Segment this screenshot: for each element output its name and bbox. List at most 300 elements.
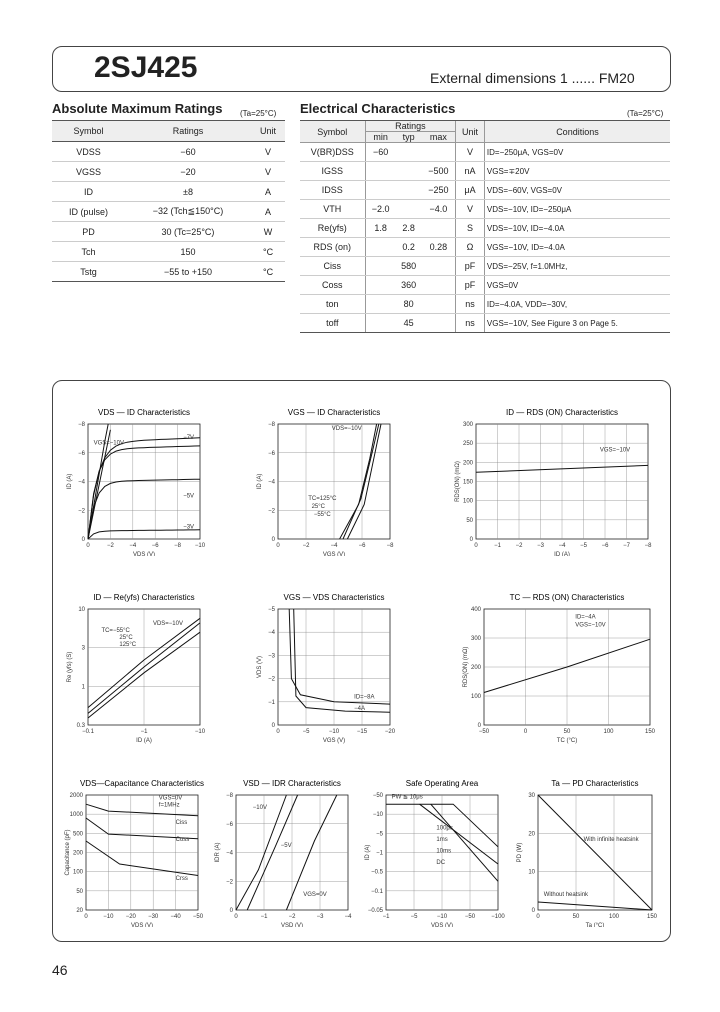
table-cell: A: [251, 202, 285, 222]
tick-label: −4: [78, 479, 85, 486]
tick-label: −2: [106, 543, 114, 549]
tick-label: 10: [528, 869, 535, 876]
tick-label: −1: [260, 914, 268, 920]
table-cell: −32 (Tch≦150°C): [125, 202, 251, 222]
table-cell: VGS=−10V, ID=−4.0A: [484, 238, 670, 257]
table-cell: [396, 162, 422, 181]
tick-label: −5: [580, 543, 587, 549]
table-cell: 45: [396, 314, 422, 333]
col-header: Unit: [251, 121, 285, 142]
table-cell: Re(yfs): [300, 219, 365, 238]
chart-title: Safe Operating Area: [405, 779, 479, 788]
table-cell: −60: [125, 142, 251, 162]
table-cell: W: [251, 222, 285, 242]
x-axis-label: VSD (V): [280, 923, 304, 927]
chart-vgs-id: [250, 406, 400, 556]
tick-label: −5: [302, 729, 310, 735]
table-cell: [396, 181, 422, 200]
table-row: [300, 143, 670, 162]
table-cell: VGSS: [52, 162, 125, 182]
table-row: [300, 314, 670, 333]
elec-ta: (Ta=25°C): [627, 109, 664, 118]
y-axis-label: PD (W): [517, 842, 523, 863]
tick-label: 50: [466, 517, 473, 524]
table-cell: ±8: [125, 182, 251, 202]
table-cell: pF: [456, 276, 485, 295]
table-cell: 0.2: [396, 238, 422, 257]
abs-max-ta: (Ta=25°C): [240, 109, 277, 118]
table-cell: [422, 143, 456, 162]
tick-label: 100: [72, 869, 83, 876]
table-row: [300, 295, 670, 314]
chart-title: Ta — PD Characteristics: [551, 779, 639, 788]
annotation: 125°C: [119, 642, 137, 649]
series-line: [88, 530, 200, 539]
tick-label: −5: [410, 914, 418, 920]
tick-label: −2: [515, 543, 523, 549]
tick-label: −10: [194, 729, 206, 735]
tick-label: −4: [129, 543, 137, 549]
tick-label: 30: [528, 793, 535, 799]
annotation: VGS=−10V: [599, 447, 631, 454]
elec-title: Electrical Characteristics: [300, 101, 456, 116]
col-header: Symbol: [52, 121, 125, 142]
tick-label: −100: [491, 914, 505, 920]
y-axis-label: IDR (A): [215, 842, 221, 863]
tick-label: −4: [558, 543, 566, 549]
table-cell: ns: [456, 314, 485, 333]
table-cell: 360: [396, 276, 422, 295]
table-cell: [396, 143, 422, 162]
tick-label: 50: [572, 914, 580, 920]
table-cell: VDS=−60V, VGS=0V: [484, 181, 670, 200]
table-row: [52, 162, 285, 182]
tick-label: −6: [601, 543, 609, 549]
annotation: Coss: [175, 837, 190, 843]
col-header: Ratings: [365, 121, 456, 132]
tick-label: −8: [226, 793, 233, 799]
annotation: −55°C: [313, 512, 331, 518]
tick-label: −8: [644, 543, 652, 549]
tick-label: −1: [376, 850, 383, 857]
annotation: 100μs: [436, 825, 453, 832]
annotation: −7V: [183, 434, 195, 441]
table-cell: [396, 200, 422, 219]
tick-label: 150: [646, 914, 658, 920]
tick-label: 150: [644, 729, 656, 735]
annotation: Crss: [175, 876, 188, 883]
table-cell: −55 to +150: [125, 262, 251, 282]
table-cell: ID=−4.0A, VDD=−30V,: [484, 295, 670, 314]
annotation: 25°C: [311, 503, 326, 510]
tick-label: −2: [288, 914, 296, 920]
table-cell: A: [251, 182, 285, 202]
table-cell: 150: [125, 242, 251, 262]
table-cell: VTH: [300, 200, 365, 219]
table-row: [300, 162, 670, 181]
x-axis-label: VDS (V): [132, 552, 156, 556]
table-cell: [365, 295, 396, 314]
x-axis-label: VDS (V): [130, 923, 154, 927]
abs-max-title: Absolute Maximum Ratings: [52, 101, 223, 116]
table-row: [52, 242, 285, 262]
table-cell: −4.0: [422, 200, 456, 219]
tick-label: 0: [84, 914, 88, 920]
table-cell: V: [251, 162, 285, 182]
col-header: Unit: [456, 121, 485, 143]
tick-label: −6: [268, 450, 275, 457]
table-cell: Coss: [300, 276, 365, 295]
x-axis-label: ID (A): [136, 738, 152, 744]
series-line: [289, 609, 390, 704]
series-line: [420, 804, 498, 864]
table-cell: [365, 276, 396, 295]
tick-label: −50: [464, 914, 476, 920]
table-cell: IDSS: [300, 181, 365, 200]
tick-label: −3: [268, 653, 275, 660]
table-cell: °C: [251, 242, 285, 262]
annotation: −5V: [183, 493, 195, 500]
tick-label: −1: [268, 699, 275, 706]
table-cell: [422, 257, 456, 276]
table-cell: ton: [300, 295, 365, 314]
y-axis-label: RDS(ON) (mΩ): [455, 461, 461, 502]
tick-label: 3: [81, 645, 85, 652]
tick-label: −30: [148, 914, 159, 920]
tick-label: 200: [470, 665, 481, 671]
abs-max-table: [52, 120, 285, 282]
table-cell: PD: [52, 222, 125, 242]
table-cell: [422, 276, 456, 295]
y-axis-label: RDS(ON) (mΩ): [463, 646, 469, 688]
col-header: max: [422, 132, 456, 143]
tick-label: 0: [474, 543, 478, 549]
tick-label: −6: [358, 543, 366, 549]
tick-label: 0: [86, 543, 90, 549]
tick-label: −20: [125, 914, 136, 920]
tick-label: 20: [76, 908, 83, 914]
chart-vsd-idr: [210, 777, 355, 927]
tick-label: 300: [470, 636, 481, 642]
tick-label: 100: [470, 694, 481, 700]
table-cell: RDS (on): [300, 238, 365, 257]
table-row: [52, 182, 285, 202]
col-header: min: [365, 132, 396, 143]
tick-label: 250: [462, 441, 473, 448]
annotation: VGS=0V: [158, 795, 183, 802]
part-number: 2SJ425: [94, 51, 198, 84]
y-axis-label: ID (A): [67, 473, 73, 490]
tick-label: −4: [344, 914, 352, 920]
table-cell: ID=−250μA, VGS=0V: [484, 143, 670, 162]
chart-id-yfs: [60, 591, 210, 746]
tick-label: −4: [330, 543, 338, 549]
chart-id-rds: [440, 406, 660, 556]
tick-label: −8: [78, 422, 85, 428]
y-axis-label: VDS (V): [257, 655, 263, 679]
tick-label: 0: [271, 723, 275, 729]
table-cell: VDSS: [52, 142, 125, 162]
y-axis-label: Re (yfs) (S): [67, 651, 73, 683]
tick-label: 0: [276, 543, 280, 549]
table-row: [300, 181, 670, 200]
table-cell: −2.0: [365, 200, 396, 219]
annotation: −3V: [183, 524, 195, 531]
chart-title: ID — RDS (ON) Characteristics: [505, 408, 619, 417]
tick-label: 0: [276, 729, 280, 735]
table-cell: [365, 238, 396, 257]
annotation: VGS=−10V: [93, 440, 124, 447]
tick-label: −2: [226, 879, 233, 886]
tick-label: −0.5: [371, 869, 383, 876]
tick-label: −3: [316, 914, 324, 920]
tick-label: −0.05: [367, 908, 383, 914]
tick-label: −50: [478, 729, 490, 735]
table-cell: [422, 295, 456, 314]
table-cell: VDS=−10V, ID=−250μA: [484, 200, 670, 219]
annotation: 25°C: [119, 635, 133, 642]
tick-label: 1: [81, 684, 85, 691]
x-axis-label: ID (A): [554, 552, 570, 556]
tick-label: 400: [470, 607, 481, 613]
chart-title: VSD — IDR Characteristics: [243, 779, 341, 788]
external-dimensions: External dimensions 1 ...... FM20: [430, 70, 635, 86]
table-row: [300, 200, 670, 219]
table-cell: −250: [422, 181, 456, 200]
tick-label: −8: [174, 543, 182, 549]
tick-label: 200: [462, 460, 473, 467]
tick-label: 200: [72, 850, 83, 857]
tick-label: −0.1: [82, 729, 94, 735]
table-cell: 0.28: [422, 238, 456, 257]
chart-tc-rds: [440, 591, 660, 746]
table-cell: VDS=−25V, f=1.0MHz,: [484, 257, 670, 276]
tick-label: −50: [192, 914, 204, 920]
table-row: [52, 142, 285, 162]
table-cell: VDS=−10V, ID=−4.0A: [484, 219, 670, 238]
table-cell: Ω: [456, 238, 485, 257]
table-cell: ID (pulse): [52, 202, 125, 222]
annotation: VDS=−10V: [331, 425, 362, 432]
annotation: 10ms: [436, 848, 452, 855]
table-cell: −20: [125, 162, 251, 182]
table-cell: VGS=−10V, See Figure 3 on Page 5.: [484, 314, 670, 333]
x-axis-label: VGS (V): [322, 552, 346, 556]
table-cell: ns: [456, 295, 485, 314]
tick-label: 0: [523, 729, 528, 735]
chart-title: TC — RDS (ON) Characteristics: [509, 593, 625, 602]
annotation: −4A: [354, 705, 366, 712]
chart-ta-pd: [510, 777, 665, 927]
table-cell: Ciss: [300, 257, 365, 276]
y-axis-label: Capacitance (pF): [65, 829, 71, 876]
col-header: Conditions: [484, 121, 670, 143]
annotation: VDS=−10V: [152, 621, 183, 628]
table-cell: V: [456, 200, 485, 219]
tick-label: −0.1: [371, 888, 383, 895]
table-cell: −500: [422, 162, 456, 181]
tick-label: −1: [494, 543, 501, 549]
annotation: With infinite heatsink: [583, 837, 639, 843]
annotation: −5V: [280, 842, 292, 849]
annotation: Without heatsink: [543, 892, 589, 899]
table-cell: °C: [251, 262, 285, 282]
table-cell: [365, 257, 396, 276]
annotation: VGS=−10V: [575, 622, 606, 629]
table-cell: 80: [396, 295, 422, 314]
tick-label: 100: [462, 498, 473, 505]
x-axis-label: Ta (°C): [585, 923, 605, 927]
table-cell: ID: [52, 182, 125, 202]
chart-title: VDS — ID Characteristics: [97, 408, 191, 417]
table-cell: [422, 219, 456, 238]
table-cell: V: [251, 142, 285, 162]
chart-title: VDS—Capacitance Characteristics: [79, 779, 205, 788]
table-cell: nA: [456, 162, 485, 181]
table-cell: [365, 162, 396, 181]
table-cell: IGSS: [300, 162, 365, 181]
table-cell: [365, 314, 396, 333]
tick-label: 0: [536, 914, 540, 920]
page-number: 46: [52, 962, 68, 978]
table-cell: toff: [300, 314, 365, 333]
table-cell: V: [456, 143, 485, 162]
x-axis-label: VDS (V): [430, 923, 454, 927]
table-row: [52, 262, 285, 282]
tick-label: −10: [436, 914, 448, 920]
table-cell: V(BR)DSS: [300, 143, 365, 162]
tick-label: 0: [229, 908, 233, 914]
chart-soa: [360, 777, 510, 927]
annotation: TC=125°C: [308, 495, 337, 502]
tick-label: −2: [268, 676, 275, 683]
tick-label: 100: [603, 729, 614, 735]
annotation: DC: [436, 860, 446, 866]
tick-label: −5: [268, 607, 275, 613]
tick-label: −6: [226, 821, 233, 828]
table-row: [300, 257, 670, 276]
chart-title: VGS — ID Characteristics: [287, 408, 381, 417]
chart-title: VGS — VDS Characteristics: [283, 593, 385, 602]
table-cell: 2.8: [396, 219, 422, 238]
annotation: f=1MHz: [158, 802, 180, 809]
tick-label: 50: [76, 888, 83, 895]
annotation: ID=−4A: [575, 614, 596, 621]
x-axis-label: TC (°C): [556, 738, 578, 744]
table-cell: [422, 314, 456, 333]
annotation: ID=−8A: [354, 694, 375, 701]
tick-label: −8: [268, 422, 275, 428]
tick-label: −3: [537, 543, 544, 549]
series-line: [86, 841, 198, 876]
annotation: 1ms: [436, 837, 448, 843]
table-cell: μA: [456, 181, 485, 200]
tick-label: 100: [608, 914, 620, 920]
tick-label: 0: [531, 908, 535, 914]
table-cell: 30 (Tc=25°C): [125, 222, 251, 242]
table-cell: VGS=∓20V: [484, 162, 670, 181]
col-header: typ: [396, 132, 422, 143]
table-cell: pF: [456, 257, 485, 276]
tick-label: 20: [528, 831, 535, 838]
table-row: [300, 238, 670, 257]
tick-label: −5: [376, 831, 383, 838]
tick-label: −40: [170, 914, 181, 920]
y-axis-label: ID (A): [257, 473, 263, 490]
annotation: PW ≦ 10μs: [391, 794, 423, 801]
tick-label: −1: [140, 729, 148, 735]
tick-label: 0.3: [76, 723, 85, 729]
tick-label: −7: [623, 543, 630, 549]
col-header: Symbol: [300, 121, 365, 143]
tick-label: 500: [72, 831, 83, 838]
tick-label: −6: [151, 543, 159, 549]
chart-vds-capacitance: [58, 777, 208, 927]
tick-label: −10: [103, 914, 114, 920]
tick-label: 50: [563, 729, 571, 735]
table-cell: VGS=0V: [484, 276, 670, 295]
elec-table: [300, 120, 670, 333]
tick-label: 0: [271, 537, 275, 543]
tick-label: 10: [78, 607, 85, 613]
tick-label: −6: [78, 450, 85, 457]
col-header: Ratings: [125, 121, 251, 142]
table-row: [300, 219, 670, 238]
table-cell: 580: [396, 257, 422, 276]
table-cell: Tch: [52, 242, 125, 262]
chart-title: ID — Re(yfs) Characteristics: [93, 593, 195, 602]
table-cell: −60: [365, 143, 396, 162]
tick-label: −2: [302, 543, 310, 549]
tick-label: 0: [234, 914, 238, 920]
table-cell: 1.8: [365, 219, 396, 238]
annotation: VGS=0V: [303, 892, 327, 899]
tick-label: 1000: [69, 812, 83, 819]
series-line: [538, 902, 652, 910]
tick-label: −2: [268, 508, 275, 515]
tick-label: −10: [328, 729, 340, 735]
tick-label: −15: [356, 729, 368, 735]
tick-label: −10: [194, 543, 206, 549]
tick-label: −8: [386, 543, 394, 549]
tick-label: −4: [268, 479, 275, 486]
tick-label: −10: [372, 812, 383, 819]
table-row: [52, 222, 285, 242]
annotation: TC=−55°C: [101, 628, 130, 635]
tick-label: 0: [81, 537, 85, 543]
tick-label: 0: [469, 537, 473, 543]
tick-label: 2000: [69, 793, 83, 799]
chart-vds-id: [60, 406, 210, 556]
annotation: Ciss: [175, 819, 188, 826]
tick-label: −20: [384, 729, 396, 735]
table-cell: Tstg: [52, 262, 125, 282]
y-axis-label: ID (A): [365, 844, 371, 861]
tick-label: 150: [462, 479, 473, 486]
table-row: [52, 202, 285, 222]
annotation: −10V: [252, 804, 267, 811]
tick-label: −50: [372, 793, 383, 799]
tick-label: 0: [477, 723, 481, 729]
tick-label: −1: [382, 914, 390, 920]
tick-label: −2: [78, 508, 85, 515]
chart-vgs-vds: [250, 591, 400, 746]
tick-label: −4: [268, 630, 275, 637]
tick-label: −4: [226, 850, 233, 857]
table-cell: S: [456, 219, 485, 238]
x-axis-label: VGS (V): [322, 738, 346, 744]
tick-label: 300: [462, 422, 473, 428]
